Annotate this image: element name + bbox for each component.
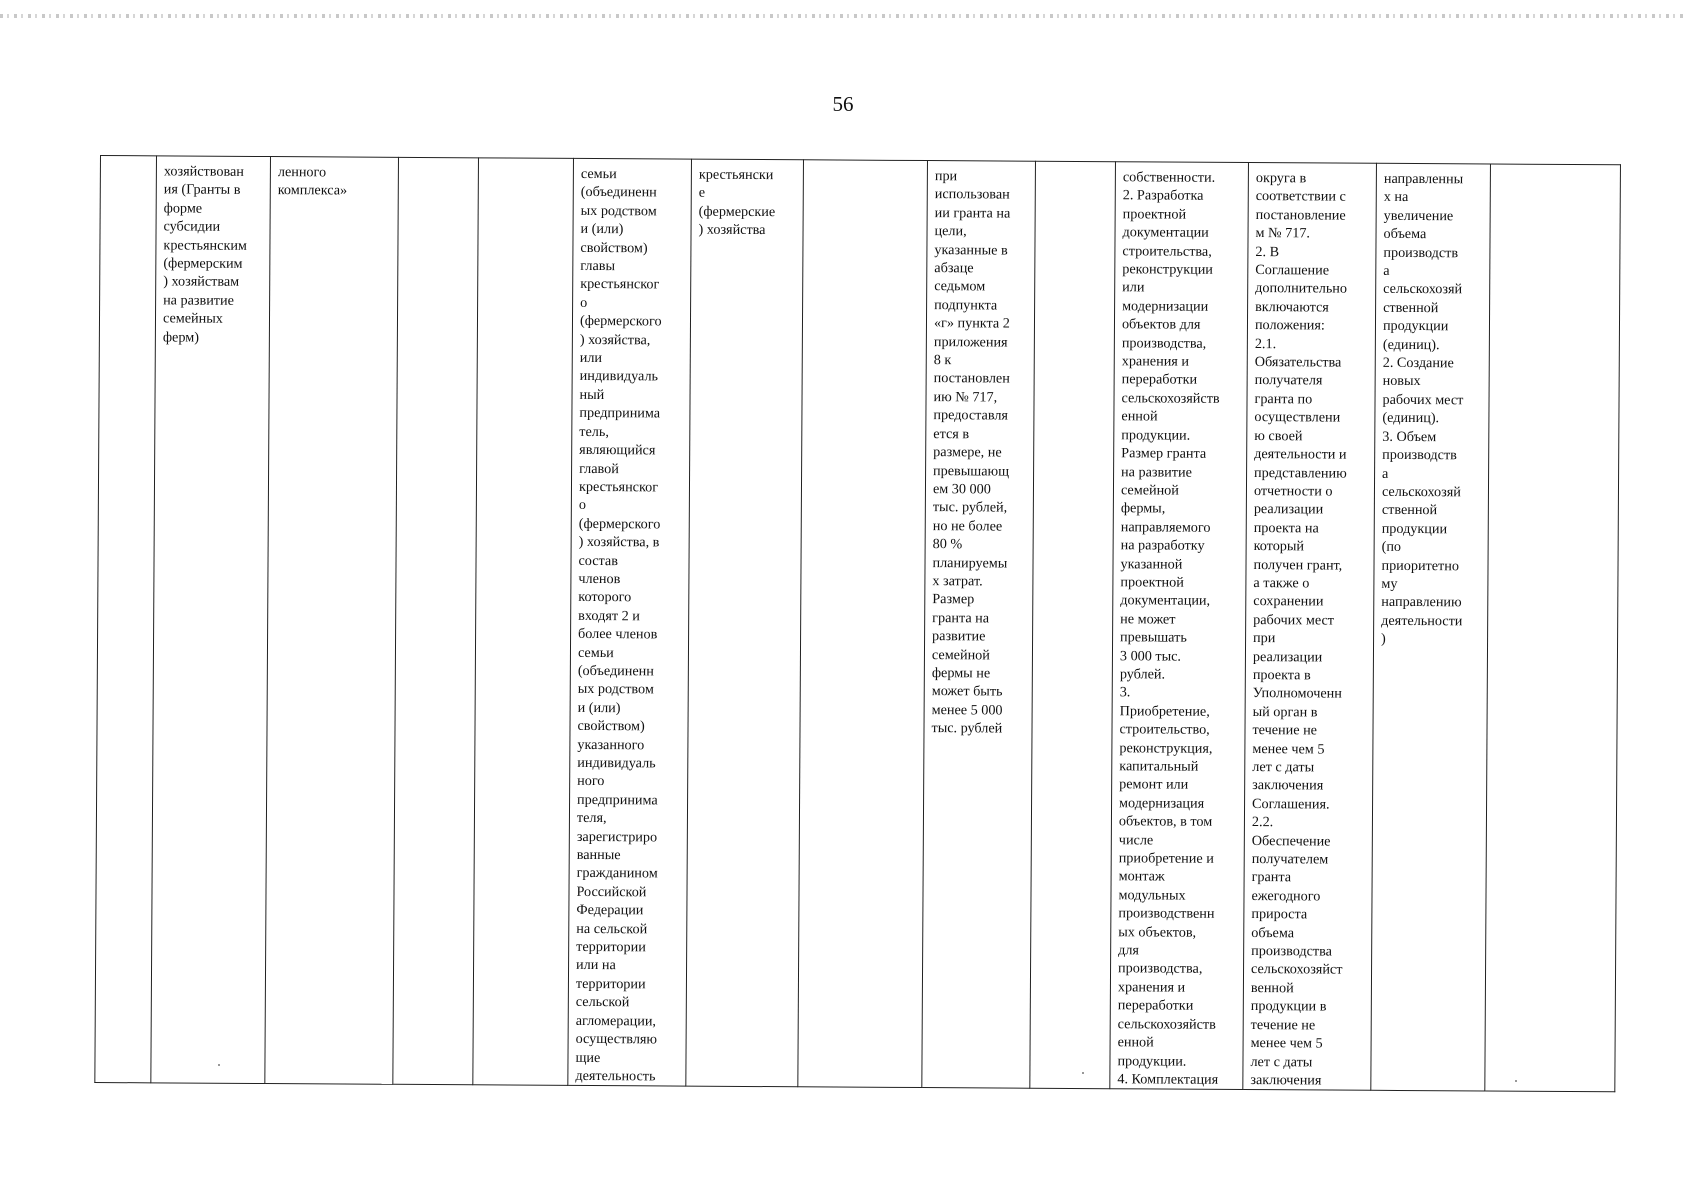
table-cell — [798, 160, 928, 1088]
table-cell — [1030, 161, 1116, 1089]
table-cell: при использован ии гранта на цели, указанные в абзаце седьмом подпункта «г» пункта 2 приложения 8 к постановлен ию № 717, предоставля ется в размере, не превышающ ем 30 000 тыс. рублей, но не более 80 % планируемы х затрат. Размер гранта на развитие семейной фермы не может быть менее 5 000 тыс. рублей — [922, 161, 1036, 1089]
table-cell — [95, 156, 157, 1084]
page-number: 56 — [832, 92, 854, 116]
table-cell — [1485, 164, 1621, 1092]
table-cell: хозяйствован ия (Гранты в форме субсидии крестьянским (фермерским ) хозяйствам на развитие семейных ферм) — [151, 156, 271, 1084]
table-cell: округа в соответствии с постановление м № 717. 2. В Соглашение дополнительно включаются положения: 2.1. Обязательства получателя гранта по осуществлени ю своей деятельности и представлению отчетности о реализации проекта на который получен грант, а также о сохранении рабочих мест при реализации проекта в Уполномоченн ый орган в течение не менее чем 5 лет с даты заключения Соглашения. 2.2. Обеспечение получателем гранта ежегодного прироста объема производства сельскохозяйст венной продукции в течение не менее чем 5 лет с даты заключения — [1243, 163, 1377, 1091]
document-table — [94, 155, 1621, 1093]
table-cell: направленны х на увеличение объема производств а сельскохозяй ственной продукции (единиц). 2. Создание новых рабочих мест (единиц). 3. Объем производств а сельскохозяй ственной продукции (по приоритетно му направлению деятельности ) — [1371, 163, 1491, 1091]
scan-speck — [1082, 1072, 1084, 1074]
table-cell — [393, 157, 479, 1085]
table-cell: ленного комплекса» — [265, 157, 399, 1085]
table-row — [95, 156, 1621, 1093]
table-cell: собственности. 2. Разработка проектной документации строительства, реконструкции или модернизации объектов для производства, хранения и переработки сельскохозяйств енной продукции. Размер гранта на развитие семейной фермы, направляемого на разработку указанной проектной документации, не может превышать 3 000 тыс. рублей. 3. Приобретение, строительство, реконструкция, капитальный ремонт или модернизация объектов, в том числе приобретение и монтаж модульных производственн ых объектов, для производства, хранения и переработки сельскохозяйств енной продукции. 4. Комплектация — [1110, 162, 1249, 1090]
scan-border-artifact — [0, 14, 1686, 18]
table-cell: крестьянски е (фермерские ) хозяйства — [686, 159, 804, 1087]
table-cell: семьи (объединенн ых родством и (или) свойством) главы крестьянског о (фермерского ) хозяйства, или индивидуаль ный предпринима тель, являющийся главой крестьянског о (фермерского ) хозяйства, в состав членов которого входят 2 и более членов семьи (объединенн ых родством и (или) свойством) указанного индивидуаль ного предпринима теля, зарегистриро ванные гражданином Российской Федерации на сельской территории или на территории сельской агломерации, осуществляю щие деятельность — [568, 158, 692, 1086]
scan-speck — [1515, 1080, 1517, 1082]
table-cell — [473, 158, 574, 1086]
scan-speck — [218, 1064, 220, 1066]
